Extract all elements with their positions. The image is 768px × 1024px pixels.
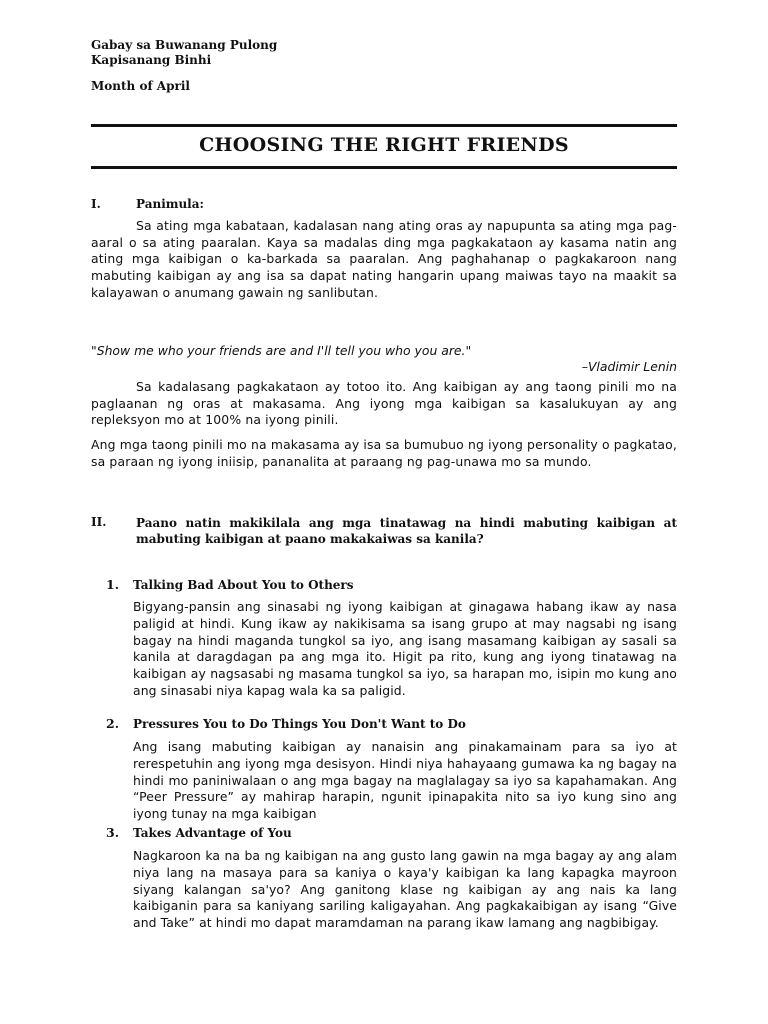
personality-paragraph: Ang mga taong pinili mo na makasama ay isa sa bumubuo ng iyong personality o pagkatao, sa paraan ng iyong iniisip, pananalita at paraang ng pag-unawa mo sa mundo.: [91, 437, 677, 469]
header-organization: Kapisanang Binhi: [91, 53, 212, 67]
section-2-number: II.: [91, 515, 107, 529]
reflection-paragraph: Sa kadalasang pagkakataon ay totoo ito. Ang kaibigan ay ang taong pinili mo na paglaanan ng oras at makasama. Ang iyong mga kaibigan sa kasalukuyan ay ang repleksyon mo at 100% na iyong pinili.: [91, 379, 677, 428]
section-2-title: Paano natin makikilala ang mga tinatawag na hindi mabuting kaibigan at mabuting kaibigan at paano makakaiwas sa kanila?: [136, 516, 677, 546]
section-1-number: I.: [91, 197, 101, 211]
title-bottom-rule: [91, 166, 677, 169]
title-top-rule: [91, 124, 677, 127]
item-1-text: Bigyang-pansin ang sinasabi ng iyong kaibigan at ginagawa habang ikaw ay nasa paligid at hindi. Kung ikaw ay nakikisama sa isang grupo at may nagsabi ng isang bagay na hindi maganda tungkol sa iyo, ang isang masamang kaibigan ay sasali sa kanila at daragdagan pa ang mga ito. Higit pa rito, kung ang iyong tinatawag na kaibigan ay nagsasabi ng masama tungkol sa iyo, sa harapan mo, isipin mo kung ano ang sinasabi niya kapag wala ka sa paligid.: [133, 599, 677, 698]
header-guide-title: Gabay sa Buwanang Pulong: [91, 38, 278, 52]
item-3-number: 3.: [106, 825, 120, 840]
quote-author: –Vladimir Lenin: [581, 359, 677, 374]
item-2-title: Pressures You to Do Things You Don't Want to Do: [133, 717, 466, 731]
item-2-number: 2.: [106, 716, 120, 731]
document-title: CHOOSING THE RIGHT FRIENDS: [199, 134, 569, 156]
item-3-title: Takes Advantage of You: [133, 826, 292, 840]
intro-paragraph: Sa ating mga kabataan, kadalasan nang ating oras ay napupunta sa ating mga pag-aaral o sa ating paaralan. Kaya sa madalas ding mga pagkakataon ay kasama natin ang ating mga kaibigan o ka-barkada sa paaralan. Ang paghahanap o pagkakaroon nang mabuting kaibigan ay ang isa sa dapat nating hangarin upang maiwas tayo na maakit sa kalayawan o anumang gawain ng sanlibutan.: [91, 218, 677, 300]
section-1-title: Panimula:: [136, 197, 204, 211]
item-1-title: Talking Bad About You to Others: [133, 578, 354, 592]
lenin-quote: "Show me who your friends are and I'll tell you who you are.": [91, 343, 472, 358]
item-3-text: Nagkaroon ka na ba ng kaibigan na ang gusto lang gawin na mga bagay ay ang alam niya lang na masaya para sa kaniya o kaya'y kaibigan ka lang kapagka mayroon siyang kalangan sa'yo? Ang ganitong klase ng kaibigan ay ang nais ka lang kaibiganin para sa kaniyang sariling kaligayahan. Ang pagkakaibigan ay isang “Give and Take” at hindi mo dapat maramdaman na parang ikaw lamang ang nagbibigay.: [133, 848, 677, 931]
header-month: Month of April: [91, 79, 190, 93]
item-2-text: Ang isang mabuting kaibigan ay nanaisin ang pinakamainam para sa iyo at rerespetuhin ang iyong mga desisyon. Hindi niya hahayaang gumawa ka ng bagay na hindi mo paniniwalaan o ang mga bagay na maglalagay sa iyo sa kapahamakan. Ang “Peer Pressure” ay mahirap harapin, ngunit ipinapakita nito sa iyo kung sino ang iyong tunay na mga kaibigan: [133, 739, 677, 822]
item-1-number: 1.: [106, 577, 120, 592]
